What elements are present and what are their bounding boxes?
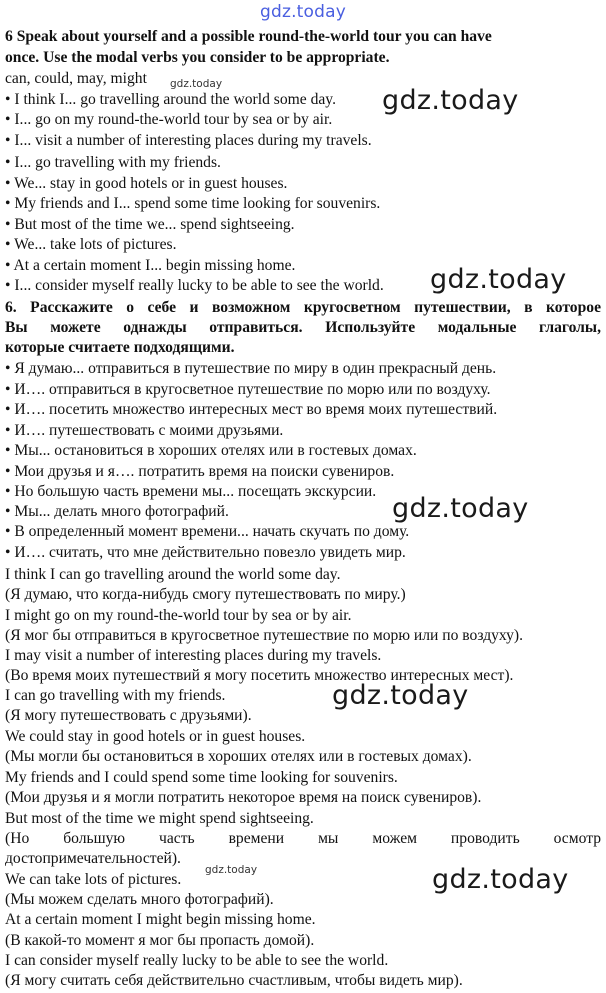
answer-line: (Я могу считать себя действительно счастливым, чтобы видеть мир). xyxy=(5,972,463,989)
answer-line: (Я думаю, что когда-нибудь смогу путешествовать по миру.) xyxy=(5,586,406,603)
answer-line: (В какой-то момент я мог бы пропасть домой). xyxy=(5,932,315,949)
answer-line: (Мы могли бы остановиться в хороших отелях или в гостевых домах). xyxy=(5,748,472,765)
task-en-bullet: • But most of the time we... spend sightseeing. xyxy=(5,216,295,233)
watermark-large: gdz.today xyxy=(392,493,529,524)
task-en-bullet: • I... go travelling with my friends. xyxy=(5,154,221,171)
top-watermark: gdz.today xyxy=(259,2,347,22)
answer-line: (Мы можем сделать много фотографий). xyxy=(5,891,274,908)
watermark-small: gdz.today xyxy=(170,78,223,90)
watermark-small: gdz.today xyxy=(205,864,258,876)
task-en-modals: can, could, may, might xyxy=(5,70,147,87)
answer-line: We can take lots of pictures. xyxy=(5,871,182,888)
task-en-bullet: • I... visit a number of interesting places during my travels. xyxy=(5,132,372,149)
answer-line: достопримечательностей). xyxy=(5,850,181,867)
task-en-bullet: • I think I... go travelling around the world some day. xyxy=(5,91,336,108)
task-en-bullet: • We... stay in good hotels or in guest houses. xyxy=(5,175,288,192)
task-ru-bullet: • Мои друзья и я…. потратить время на поиски сувениров. xyxy=(5,463,395,480)
task-ru-bullet: • Мы... остановиться в хороших отелях или в гостевых домах. xyxy=(5,442,417,459)
task-en-bullet: • We... take lots of pictures. xyxy=(5,236,177,253)
task-en-bullet: • I... go on my round-the-world tour by sea or by air. xyxy=(5,111,333,128)
answer-line: I can consider myself really lucky to be able to see the world. xyxy=(5,952,389,969)
answer-line: (Во время моих путешествий я могу посетить множество интересных мест). xyxy=(5,667,514,684)
answer-line: (Я мог бы отправиться в кругосветное путешествие по морю или по воздуху). xyxy=(5,627,524,644)
answer-line: But most of the time we might spend sightseeing. xyxy=(5,810,314,827)
task-en-bullet: • I... consider myself really lucky to be able to see the world. xyxy=(5,277,384,294)
task-ru-bullet: • Мы... делать много фотографий. xyxy=(5,503,229,520)
answer-line: I may visit a number of interesting places during my travels. xyxy=(5,647,382,664)
watermark-large: gdz.today xyxy=(382,85,519,116)
task-ru-heading-line2: Вы можете однажды отправиться. Используйте модальные глаголы, xyxy=(5,319,601,336)
answer-line: I can go travelling with my friends. xyxy=(5,687,226,704)
watermark-large: gdz.today xyxy=(332,680,469,711)
task-ru-bullet: • Я думаю... отправиться в путешествие по миру в один прекрасный день. xyxy=(5,360,497,377)
task-ru-bullet: • И…. посетить множество интересных мест во время моих путешествий. xyxy=(5,401,498,418)
task-ru-heading-line3: которые считаете подходящими. xyxy=(5,339,235,356)
answer-line: (Но большую часть времени мы можем проводить осмотр xyxy=(5,830,601,847)
task-ru-bullet: • В определенный момент времени... начать скучать по дому. xyxy=(5,523,410,540)
task-ru-bullet: • И…. путешествовать с моими друзьями. xyxy=(5,422,284,439)
task-ru-bullet: • И…. считать, что мне действительно повезло увидеть мир. xyxy=(5,544,406,561)
watermark-large: gdz.today xyxy=(432,864,569,895)
task-en-bullet: • My friends and I... spend some time looking for souvenirs. xyxy=(5,195,381,212)
task-ru-bullet: • И…. отправиться в кругосветное путешествие по морю или по воздуху. xyxy=(5,381,491,398)
answer-line: I think I can go travelling around the world some day. xyxy=(5,566,341,583)
task-en-heading-line1: 6 Speak about yourself and a possible round-the-world tour you can have xyxy=(5,28,492,45)
task-en-heading-line2: once. Use the modal verbs you consider to be appropriate. xyxy=(5,49,390,66)
task-ru-heading-line1: 6. Расскажите о себе и возможном кругосветном путешествии, в которое xyxy=(5,299,601,316)
watermark-large: gdz.today xyxy=(430,264,567,295)
answer-line: At a certain moment I might begin missing home. xyxy=(5,911,316,928)
answer-line: (Я могу путешествовать с друзьями). xyxy=(5,707,252,724)
task-en-bullet: • At a certain moment I... begin missing home. xyxy=(5,257,296,274)
answer-line: (Мои друзья и я могли потратить некоторое время на поиск сувениров). xyxy=(5,789,482,806)
answer-line: I might go on my round-the-world tour by sea or by air. xyxy=(5,607,352,624)
answer-line: We could stay in good hotels or in guest houses. xyxy=(5,728,306,745)
answer-line: My friends and I could spend some time looking for souvenirs. xyxy=(5,769,398,786)
task-ru-bullet: • Но большую часть времени мы... посещать экскурсии. xyxy=(5,483,377,500)
